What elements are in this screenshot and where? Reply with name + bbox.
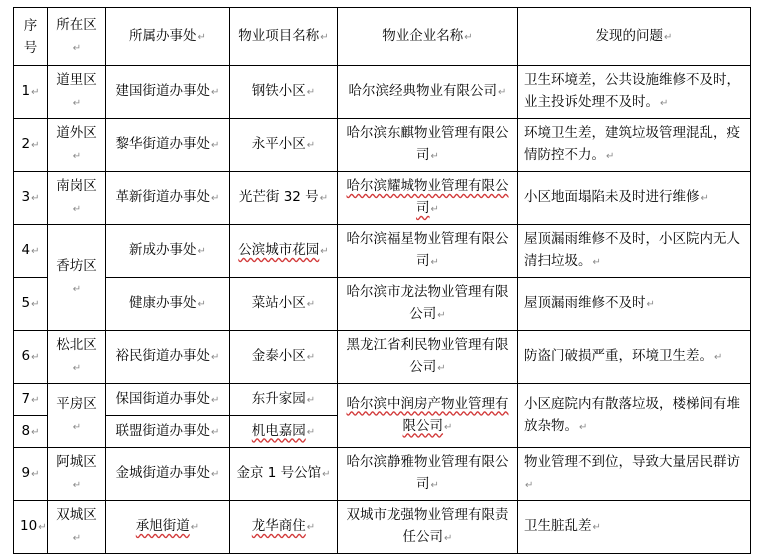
table-row (14, 278, 751, 331)
row-problem: 防盗门破损严重，环境卫生差。↵ (518, 331, 751, 384)
row-problem: 物业管理不到位，导致大量居民群访↵ (518, 448, 751, 501)
row-problem: 屋顶漏雨维修不及时↵ (518, 278, 751, 331)
row-office: 金城街道办事处↵ (106, 448, 230, 501)
row-project: 机电嘉园↵ (230, 416, 338, 448)
table-row (14, 448, 751, 501)
row-district: 双城区↵ (48, 501, 106, 554)
table-row (14, 225, 751, 278)
row-company: 哈尔滨福星物业管理有限公司↵ (338, 225, 518, 278)
row-project: 公滨城市花园↵ (230, 225, 338, 278)
row-company: 哈尔滨静雅物业管理有限公司↵ (338, 448, 518, 501)
row-project: 龙华商住↵ (230, 501, 338, 554)
row-problem: 屋顶漏雨维修不及时，小区院内无人清扫垃圾。↵ (518, 225, 751, 278)
row-office: 建国街道办事处↵ (106, 66, 230, 119)
header-company: 物业企业名称↵ (338, 8, 518, 66)
row-company: 双城市龙强物业管理有限责任公司↵ (338, 501, 518, 554)
row-problem: 小区庭院内有散落垃圾，楼梯间有堆放杂物。↵ (518, 384, 751, 448)
row-office: 革新街道办事处↵ (106, 172, 230, 225)
row-company: 哈尔滨耀城物业管理有限公司↵ (338, 172, 518, 225)
row-seq: 2↵ (14, 119, 48, 172)
row-project: 东升家园↵ (230, 384, 338, 416)
table-row (14, 66, 751, 119)
row-district: 道外区↵ (48, 119, 106, 172)
row-problem: 环境卫生差，建筑垃圾管理混乱，疫情防控不力。↵ (518, 119, 751, 172)
table-row (14, 384, 751, 416)
header-project: 物业项目名称↵ (230, 8, 338, 66)
row-office: 黎华街道办事处↵ (106, 119, 230, 172)
row-district: 阿城区↵ (48, 448, 106, 501)
row-seq: 4↵ (14, 225, 48, 278)
row-project: 钢铁小区↵ (230, 66, 338, 119)
table-row (14, 501, 751, 554)
row-seq: 5↵ (14, 278, 48, 331)
header-row (14, 8, 751, 66)
row-problem: 卫生脏乱差↵ (518, 501, 751, 554)
row-district: 松北区↵ (48, 331, 106, 384)
row-company: 黑龙江省利民物业管理有限公司↵ (338, 331, 518, 384)
row-company: 哈尔滨东麒物业管理有限公司↵ (338, 119, 518, 172)
row-office: 健康办事处↵ (106, 278, 230, 331)
header-district: 所在区↵ (48, 8, 106, 66)
row-district: 南岗区↵ (48, 172, 106, 225)
header-problem: 发现的问题↵ (518, 8, 751, 66)
row-project: 永平小区↵ (230, 119, 338, 172)
row-office: 新成办事处↵ (106, 225, 230, 278)
row-district: 道里区↵ (48, 66, 106, 119)
row-project: 金泰小区↵ (230, 331, 338, 384)
row-project: 菜站小区↵ (230, 278, 338, 331)
row-company: 哈尔滨经典物业有限公司↵ (338, 66, 518, 119)
row-district: 香坊区↵ (48, 225, 106, 331)
row-seq: 7↵ (14, 384, 48, 416)
row-problem: 卫生环境差，公共设施维修不及时，业主投诉处理不及时。↵ (518, 66, 751, 119)
table-row (14, 331, 751, 384)
header-office: 所属办事处↵ (106, 8, 230, 66)
row-office: 联盟街道办事处↵ (106, 416, 230, 448)
row-office: 承旭街道↵ (106, 501, 230, 554)
row-seq: 6↵ (14, 331, 48, 384)
row-district: 平房区↵ (48, 384, 106, 448)
row-project: 光芒街 32 号↵ (230, 172, 338, 225)
table-row (14, 119, 751, 172)
row-company: 哈尔滨市龙法物业管理有限公司↵ (338, 278, 518, 331)
row-office: 保国街道办事处↵ (106, 384, 230, 416)
row-seq: 1↵ (14, 66, 48, 119)
row-seq: 8↵ (14, 416, 48, 448)
row-office: 裕民街道办事处↵ (106, 331, 230, 384)
row-problem: 小区地面塌陷未及时进行维修↵ (518, 172, 751, 225)
row-seq: 9↵ (14, 448, 48, 501)
row-company: 哈尔滨中润房产物业管理有限公司↵ (338, 384, 518, 448)
property-problems-table (13, 7, 751, 554)
table-row (14, 172, 751, 225)
header-seq: 序号 (14, 8, 48, 66)
row-seq: 3↵ (14, 172, 48, 225)
row-project: 金京 1 号公馆↵ (230, 448, 338, 501)
row-seq: 10↵ (14, 501, 48, 554)
